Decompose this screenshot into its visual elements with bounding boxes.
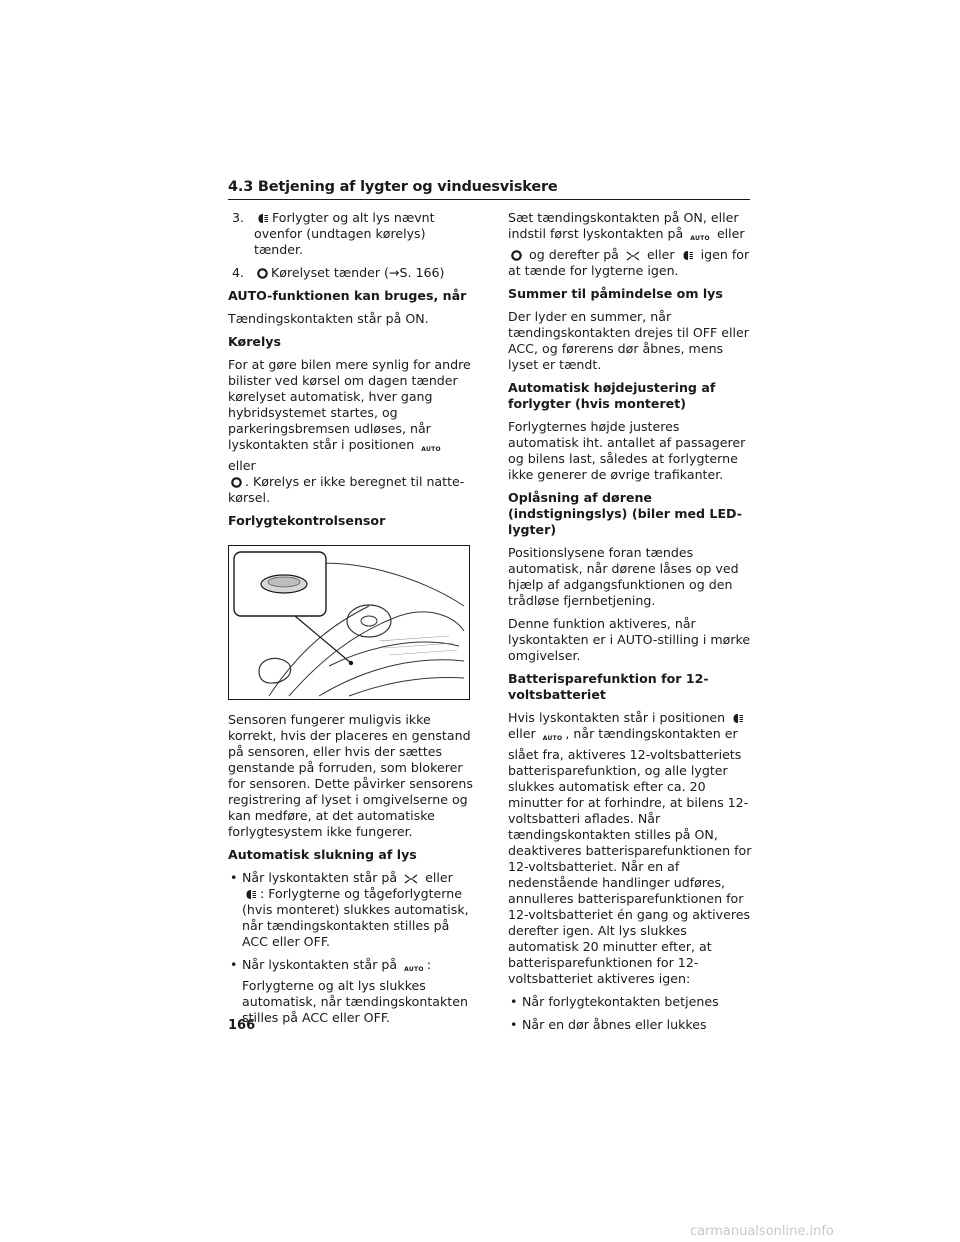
- auto-icon: AUTO: [690, 235, 710, 242]
- headlight-icon: [682, 250, 694, 261]
- auto-icon: AUTO: [404, 966, 424, 973]
- tail-light-icon: [404, 874, 418, 884]
- drl-icon: [231, 477, 242, 488]
- section-header: 4.3 Betjening af lygter og vinduesviskere: [228, 179, 558, 195]
- leveling-heading: Automatisk højdejustering af forlygter (hvis monteret): [508, 380, 716, 411]
- watermark: carmanualsonline.info: [690, 1224, 834, 1239]
- battery-heading: Batterisparefunktion for 12-voltsbatteriet: [508, 671, 709, 702]
- sensor-heading: Forlygtekontrolsensor: [228, 513, 386, 528]
- auto-icon: AUTO: [542, 735, 563, 742]
- numbered-item-4: 4. Kørelyset tænder (→S. 166): [232, 265, 445, 280]
- auto-text: Tændingskontakten står på ON.: [228, 311, 429, 326]
- continuation-paragraph: Sæt tændingskontakten på ON, eller indstil først lyskontakten på AUTO eller og derefter på eller igen for at tænde for lygterne igen.: [508, 210, 750, 278]
- headlight-icon: [257, 213, 269, 224]
- sensor-illustration: [228, 545, 470, 700]
- auto-icon: AUTO: [421, 446, 441, 453]
- section-rule: [228, 199, 750, 200]
- battery-paragraph: Hvis lyskontakten står i positionen eller AUTO , når tændingskontakten er slået fra, aktiveres 12-voltsbatteriets batterisparefunktion, og alle lygter slukkes automatisk efter ca. 20 minutter for at forhindre, at bilens 12-voltsbatteri aflades. Når tændingskontakten stilles på ON, deaktiveres batterisparefunktionen for 12-voltsbatteriet. Når en af nedenstående handlinger udføres, annulleres batterisparefunktionen for 12-voltsbatteriet én gang og aktiveres derefter igen. Alt lys slukkes automatisk 20 minutter efter, at batterisparefunktionen for 12-voltsbatteriet aktiveres igen:: [508, 710, 752, 986]
- sensor-paragraph: Sensoren fungerer muligvis ikke korrekt, hvis der placeres en genstand på sensoren, eller hvis der sættes genstande på forruden, som blokerer for sensoren. Dette påvirker sensorens registrering af lyset i omgivelserne og kan medføre, at det automatiske forlygtesystem ikke fungerer.: [228, 712, 473, 839]
- tail-light-icon: [626, 251, 640, 261]
- autooff-bullet-1: • Når lyskontakten står på eller : Forlygterne og tågeforlygterne (hvis monteret) slukkes automatisk, når tændingskontakten stilles på ACC eller OFF.: [230, 870, 469, 949]
- headlight-icon: [245, 889, 257, 900]
- page-number: 166: [228, 1018, 256, 1033]
- auto-heading: AUTO-funktionen kan bruges, når: [228, 288, 467, 303]
- unlock-paragraph-1: Positionslysene foran tændes automatisk, når dørene låses op ved hjælp af adgangsfunktionen og den trådløse fjernbetjening.: [508, 545, 739, 608]
- drl-icon: [511, 250, 522, 261]
- drl-paragraph: For at gøre bilen mere synlig for andre bilister ved kørsel om dagen tænder kørelyset automatisk, hver gang hybridsystemet startes, og parkeringsbremsen udløses, når lyskontakten står i positionen AUTO eller . Kørelys er ikke beregnet til nattekørsel.: [228, 357, 471, 505]
- unlock-heading: Oplåsning af dørene (indstigningslys) (biler med LED-lygter): [508, 490, 742, 537]
- headlight-icon: [732, 713, 744, 724]
- battery-bullet-2: • Når en dør åbnes eller lukkes: [510, 1017, 707, 1032]
- left-column: [228, 210, 473, 1033]
- numbered-item-3: 3. Forlygter og alt lys nævnt ovenfor (undtagen kørelys) tænder.: [232, 210, 435, 257]
- summer-paragraph: Der lyder en summer, når tændingskontakten drejes til OFF eller ACC, og førerens dør åbnes, mens lyset er tændt.: [508, 309, 749, 372]
- battery-bullet-1: • Når forlygtekontakten betjenes: [510, 994, 719, 1009]
- drl-heading: Kørelys: [228, 334, 281, 349]
- unlock-paragraph-2: Denne funktion aktiveres, når lyskontakten er i AUTO-stilling i mørke omgivelser.: [508, 616, 751, 663]
- summer-heading: Summer til påmindelse om lys: [508, 286, 723, 301]
- autooff-bullet-2: • Når lyskontakten står på AUTO : Forlygterne og alt lys slukkes automatisk, når tændingskontakten stilles på ACC eller OFF.: [230, 957, 468, 1025]
- right-column: [508, 210, 753, 1040]
- drl-icon: [257, 268, 268, 279]
- leveling-paragraph: Forlygternes højde justeres automatisk iht. antallet af passagerer og bilens last, således at forlygterne ikke generer de øvrige trafikanter.: [508, 419, 746, 482]
- autooff-heading: Automatisk slukning af lys: [228, 847, 417, 862]
